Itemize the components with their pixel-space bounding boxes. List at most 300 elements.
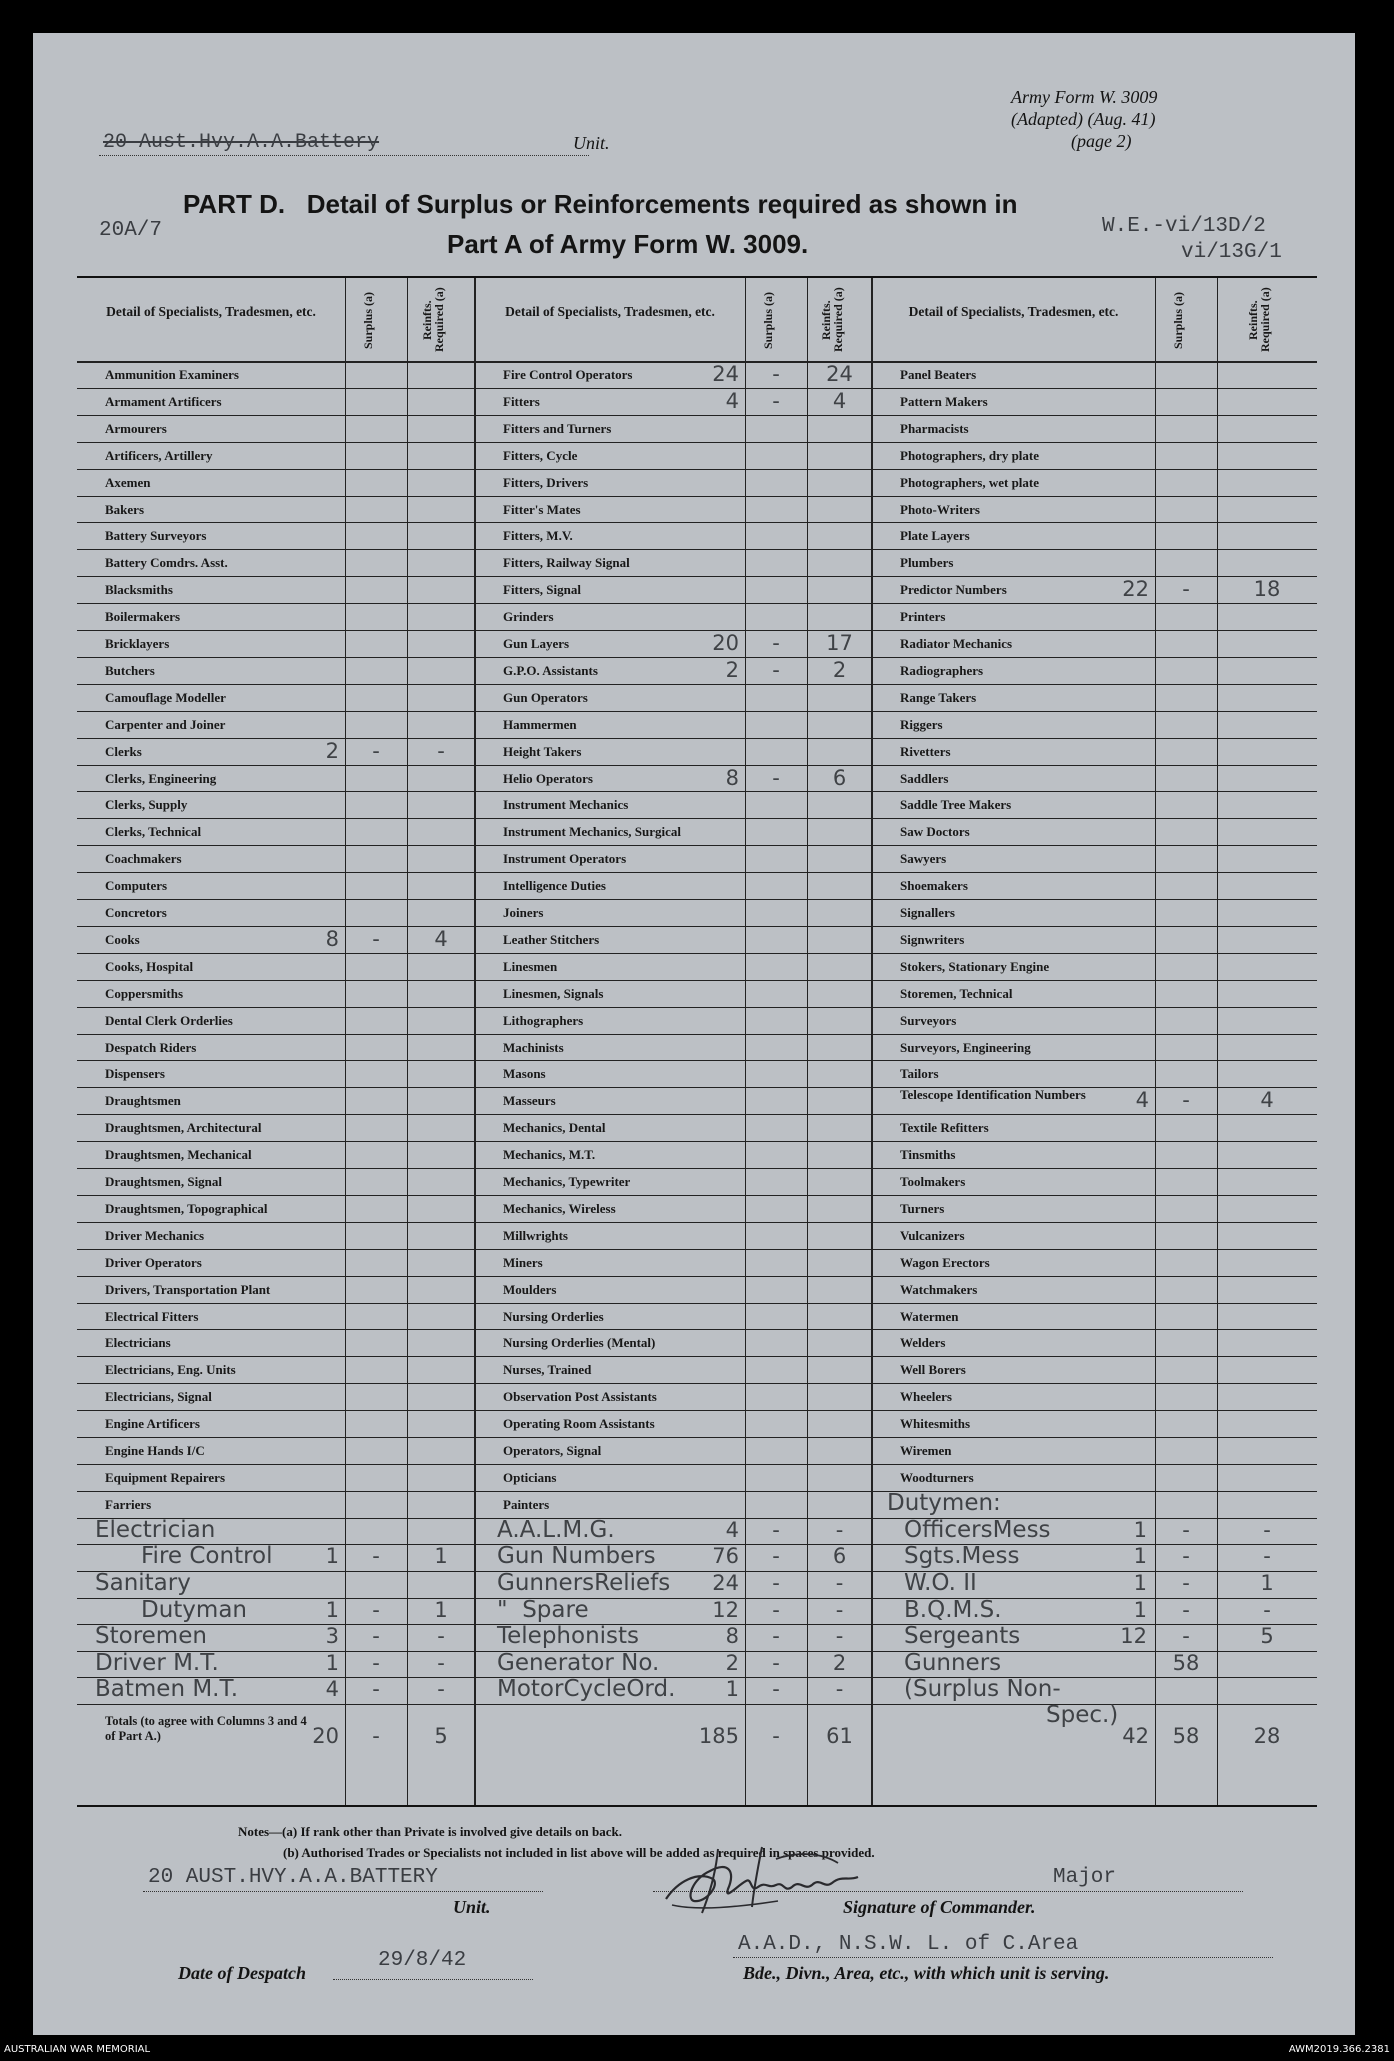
totals-label-col3: Spec.) <box>1046 1701 1119 1728</box>
extra-surplus: - <box>772 1624 780 1649</box>
column-header-reinfts: Reinfts. Required (a) <box>420 287 446 353</box>
row-label: Armament Artificers <box>105 393 222 409</box>
row-rule <box>77 1356 1317 1357</box>
column-header-detail: Detail of Specialists, Tradesmen, etc. <box>505 304 715 319</box>
row-label: Coppersmiths <box>105 985 184 1001</box>
extra-label: GunnersReliefs <box>497 1569 671 1596</box>
row-label: Joiners <box>503 905 544 920</box>
row-reinf: 4 <box>832 388 847 413</box>
extra-entry: 12 <box>1120 1624 1147 1649</box>
column-line <box>345 278 346 1805</box>
row-label: Cooks, Hospital <box>105 958 194 974</box>
row-rule <box>77 791 1317 792</box>
extra-label: Telephonists <box>497 1623 640 1650</box>
extra-surplus: - <box>772 1597 780 1622</box>
unit-label-top: Unit. <box>573 133 610 153</box>
column-header-detail: Detail of Specialists, Tradesmen, etc. <box>908 304 1119 319</box>
column-header-detail: Detail of Specialists, Tradesmen, etc. <box>106 304 316 319</box>
extra-surplus: - <box>1182 1597 1190 1622</box>
row-label: Driver Operators <box>105 1254 202 1270</box>
extra-surplus: - <box>772 1677 780 1702</box>
row-surplus: - <box>772 631 780 655</box>
row-label: Mechanics, Dental <box>503 1120 606 1136</box>
row-label: Gun Operators <box>503 689 588 705</box>
extra-reinf: - <box>437 1624 445 1649</box>
row-label: Whitesmiths <box>900 1416 971 1432</box>
row-label: Nursing Orderlies (Mental) <box>503 1335 656 1351</box>
row-label: Equipment Repairers <box>105 1469 226 1485</box>
row-label: Electricians, Eng. Units <box>105 1362 236 1378</box>
row-label: Photographers, dry plate <box>900 447 1040 463</box>
row-label: Signwriters <box>900 931 965 947</box>
row-label: Electricians <box>105 1335 171 1351</box>
row-label: Draughtsmen, Signal <box>105 1174 223 1189</box>
row-label: Battery Surveyors <box>105 528 207 544</box>
row-reinf: 17 <box>826 631 853 655</box>
row-rule <box>77 1141 1317 1142</box>
row-label: Boilermakers <box>105 609 181 625</box>
row-surplus: - <box>772 388 780 413</box>
row-label: Operators, Signal <box>503 1443 602 1458</box>
part-title-1: PART D. Detail of Surplus or Reinforcements required as shown in <box>183 189 1018 219</box>
extra-surplus: - <box>1182 1517 1190 1542</box>
row-label: Masons <box>503 1066 546 1082</box>
form-sheet <box>33 33 1355 2035</box>
row-entry: 2 <box>725 657 739 682</box>
row-label: Fitters, Signal <box>503 582 581 598</box>
archive-right: AWM2019.366.2381 <box>1288 2044 1390 2055</box>
extra-label: Gunners <box>904 1649 1002 1676</box>
extra-label: (Surplus Non- <box>904 1676 1061 1703</box>
row-rule <box>77 926 1317 927</box>
row-label: Despatch Riders <box>105 1039 197 1055</box>
totals-surplus: - <box>772 1723 780 1748</box>
row-label: Signallers <box>900 905 955 920</box>
archive-footer <box>0 2041 1394 2061</box>
row-rule <box>77 1383 1317 1384</box>
row-surplus: - <box>772 362 780 386</box>
row-label: Storemen, Technical <box>900 985 1013 1001</box>
row-label: Millwrights <box>503 1227 568 1243</box>
row-label: Tinsmiths <box>900 1147 956 1163</box>
row-label: Bricklayers <box>105 636 170 651</box>
extra-surplus: - <box>772 1570 780 1595</box>
row-label: Moulders <box>503 1281 557 1297</box>
row-label: Camouflage Modeller <box>105 689 226 705</box>
row-label: Saddlers <box>900 770 949 786</box>
extra-entry: 24 <box>712 1570 739 1595</box>
extra-surplus: - <box>772 1544 780 1569</box>
row-label: Axemen <box>105 474 151 490</box>
row-entry: 4 <box>1135 1088 1149 1113</box>
row-label: Instrument Mechanics, Surgical <box>503 824 682 840</box>
row-label: Painters <box>503 1496 550 1512</box>
row-label: Lithographers <box>503 1012 584 1028</box>
row-rule <box>77 845 1317 846</box>
note-b: (b) Authorised Trades or Specialists not included in list above will be added as required in spaces provided. <box>283 1845 875 1860</box>
extra-entry: 2 <box>725 1650 739 1675</box>
row-rule <box>77 738 1317 739</box>
row-rule <box>77 953 1317 954</box>
row-label: Plumbers <box>900 555 954 571</box>
unit-line-top <box>99 155 589 156</box>
row-label: Mechanics, Wireless <box>503 1200 616 1216</box>
extra-entry: 76 <box>712 1544 739 1569</box>
row-rule <box>77 1276 1317 1277</box>
date-label: Date of Despatch <box>178 1963 306 1983</box>
row-rule <box>77 415 1317 416</box>
row-rule <box>77 1303 1317 1304</box>
extra-entry: 3 <box>325 1624 339 1649</box>
extra-entry: 1 <box>1133 1544 1147 1569</box>
row-label: Woodturners <box>900 1469 974 1485</box>
row-label: Grinders <box>503 609 554 625</box>
extra-surplus: - <box>1182 1544 1190 1569</box>
row-rule <box>77 549 1317 550</box>
row-label: Cooks <box>105 931 140 947</box>
row-label: Sawyers <box>900 851 947 867</box>
extra-surplus: - <box>772 1650 780 1675</box>
row-rule <box>77 1329 1317 1330</box>
extra-label: MotorCycleOrd. <box>497 1676 676 1703</box>
reference-right-2: vi/13G/1 <box>1181 241 1282 264</box>
row-surplus: - <box>1182 577 1190 602</box>
row-label: Machinists <box>503 1039 564 1055</box>
extra-label: Sergeants <box>904 1623 1021 1650</box>
extra-reinf: 6 <box>832 1544 847 1569</box>
extra-label: Generator No. <box>497 1649 660 1676</box>
totals-entry: 185 <box>698 1723 739 1748</box>
row-reinf: 2 <box>832 657 847 682</box>
extra-surplus: - <box>1182 1570 1190 1595</box>
row-label: Radiographers <box>900 662 984 678</box>
extra-label: Batmen M.T. <box>95 1676 239 1703</box>
rank-value: Major <box>1053 1866 1117 1889</box>
row-rule <box>77 1249 1317 1250</box>
row-label: Fitters, Railway Signal <box>503 555 630 571</box>
extra-entry: 1 <box>1133 1517 1147 1542</box>
extra-reinf: - <box>437 1677 445 1702</box>
row-rule <box>77 603 1317 604</box>
extra-reinf: - <box>835 1677 844 1702</box>
dutymen-header: Dutymen: <box>887 1489 1001 1516</box>
row-rule <box>77 1195 1317 1196</box>
row-rule <box>77 1168 1317 1169</box>
extra-entry: 1 <box>1133 1570 1147 1595</box>
reference-left: 20A/7 <box>99 219 163 242</box>
row-rule <box>77 872 1317 873</box>
extra-surplus: - <box>372 1597 380 1622</box>
extra-entry: 4 <box>725 1517 739 1542</box>
row-label: Stokers, Stationary Engine <box>900 958 1050 974</box>
reference-right-1: W.E.-vi/13D/2 <box>1102 215 1266 238</box>
extra-surplus: 58 <box>1172 1650 1200 1675</box>
extra-reinf: - <box>835 1570 844 1595</box>
row-label: Wagon Erectors <box>900 1254 990 1270</box>
row-rule <box>77 1437 1317 1438</box>
row-label: Saw Doctors <box>900 824 970 840</box>
form-title-1: Army Form W. 3009 <box>1011 87 1158 107</box>
extra-label: Electrician <box>95 1516 216 1543</box>
row-rule <box>77 1007 1317 1008</box>
row-entry: 8 <box>325 926 339 951</box>
row-label: Predictor Numbers <box>900 582 1007 598</box>
archive-left: AUSTRALIAN WAR MEMORIAL <box>4 2044 151 2055</box>
column-header-surplus: Surplus (a) <box>761 291 775 349</box>
row-label: Battery Comdrs. Asst. <box>105 555 228 571</box>
extra-label: Fire Control <box>141 1543 273 1570</box>
row-surplus: - <box>772 765 780 790</box>
column-line <box>407 278 408 1805</box>
row-entry: 22 <box>1122 577 1149 602</box>
row-surplus: - <box>1182 1088 1190 1113</box>
extra-label: A.A.L.M.G. <box>497 1516 615 1543</box>
row-rule <box>77 684 1317 685</box>
row-label: Instrument Operators <box>503 851 627 867</box>
row-label: Watermen <box>900 1308 959 1324</box>
row-label: Linesmen <box>503 958 558 974</box>
extra-entry: 4 <box>325 1677 339 1702</box>
row-label: Operating Room Assistants <box>503 1416 655 1432</box>
row-label: Draughtsmen, Topographical <box>105 1200 268 1216</box>
row-label: G.P.O. Assistants <box>503 662 598 678</box>
row-label: Observation Post Assistants <box>503 1389 657 1405</box>
row-label: Toolmakers <box>900 1174 966 1189</box>
row-label: Butchers <box>105 662 155 678</box>
row-label: Pattern Makers <box>900 393 988 409</box>
date-value: 29/8/42 <box>378 1949 467 1972</box>
row-rule <box>77 711 1317 712</box>
unit-line <box>143 1891 543 1892</box>
extra-reinf: - <box>835 1597 844 1622</box>
row-rule <box>77 496 1317 497</box>
extra-reinf: - <box>1263 1597 1271 1622</box>
row-label: Mechanics, M.T. <box>503 1147 596 1163</box>
date-line <box>333 1979 533 1980</box>
unit-caption: Unit. <box>453 1897 491 1917</box>
row-label: Ammunition Examiners <box>105 367 239 382</box>
row-label: Drivers, Transportation Plant <box>105 1281 271 1297</box>
row-label: Clerks, Supply <box>105 797 188 813</box>
row-label: Electrical Fitters <box>105 1308 199 1324</box>
column-divider <box>474 278 476 1805</box>
row-reinf: 6 <box>832 765 847 790</box>
row-label: Concretors <box>105 905 167 920</box>
row-label: Wheelers <box>900 1389 952 1405</box>
unit-value: 20 AUST.HVY.A.A.BATTERY <box>148 1866 438 1889</box>
row-label: Engine Hands I/C <box>105 1443 205 1458</box>
extra-label: OfficersMess <box>904 1516 1051 1543</box>
row-label: Fitters <box>503 393 540 409</box>
extra-reinf: - <box>835 1517 844 1542</box>
row-label: Coachmakers <box>105 851 182 867</box>
row-label: Leather Stitchers <box>503 931 600 947</box>
formation-value: A.A.D., N.S.W. L. of C.Area <box>738 1933 1079 1956</box>
extra-entry: 12 <box>712 1597 739 1622</box>
extra-label: Dutyman <box>141 1596 247 1623</box>
column-header-reinfts: Reinfts. Required (a) <box>818 287 845 353</box>
row-surplus: - <box>372 926 380 951</box>
row-label: Draughtsmen, Mechanical <box>105 1147 252 1163</box>
row-label: Fitter's Mates <box>503 501 581 517</box>
row-reinf: 4 <box>1260 1088 1274 1113</box>
row-entry: 4 <box>725 388 739 413</box>
row-rule <box>77 1034 1317 1035</box>
extra-surplus: - <box>1182 1624 1190 1649</box>
extra-label: Storemen <box>95 1623 207 1650</box>
extra-entry: 1 <box>325 1597 339 1622</box>
totals-entry: 42 <box>1122 1723 1149 1748</box>
row-label: Artificers, Artillery <box>105 447 213 463</box>
row-label: Hammermen <box>503 716 577 732</box>
row-reinf: 24 <box>826 362 853 386</box>
part-title-2: Part A of Army Form W. 3009. <box>447 229 809 259</box>
extra-reinf: - <box>835 1624 844 1649</box>
row-label: Miners <box>503 1254 543 1270</box>
row-label: Shoemakers <box>900 878 968 894</box>
row-label: Clerks <box>105 743 142 759</box>
row-label: Draughtsmen <box>105 1093 181 1109</box>
row-label: Printers <box>900 609 946 625</box>
row-label: Surveyors, Engineering <box>900 1039 1031 1055</box>
row-label: Nursing Orderlies <box>503 1308 604 1324</box>
row-label: Photographers, wet plate <box>900 474 1040 490</box>
row-label: Photo-Writers <box>900 501 980 517</box>
row-rule <box>77 469 1317 470</box>
row-rule <box>77 1491 1317 1492</box>
extra-surplus: - <box>372 1677 380 1702</box>
row-label: Range Takers <box>900 689 977 705</box>
row-label: Gun Layers <box>503 636 570 651</box>
extra-entry: 8 <box>725 1624 739 1649</box>
extra-reinf: 1 <box>1260 1570 1274 1595</box>
row-label: Draughtsmen, Architectural <box>105 1120 262 1136</box>
row-label: Telescope Identification Numbers <box>900 1087 1086 1103</box>
row-label: Fitters and Turners <box>503 420 612 436</box>
row-label: Riggers <box>900 716 943 732</box>
row-label: Dispensers <box>105 1066 165 1082</box>
row-label: Computers <box>105 878 168 894</box>
column-header-surplus: Surplus (a) <box>1171 291 1185 349</box>
row-label: Nurses, Trained <box>503 1362 592 1378</box>
row-label: Engine Artificers <box>105 1416 200 1432</box>
row-entry: 24 <box>712 362 739 386</box>
row-entry: 20 <box>712 631 739 655</box>
extra-reinf: 1 <box>434 1544 448 1569</box>
totals-reinf: 5 <box>434 1723 448 1748</box>
row-reinf: - <box>437 738 445 763</box>
extra-reinf: - <box>1263 1517 1271 1542</box>
row-rule <box>77 1704 1317 1705</box>
extra-surplus: - <box>772 1517 780 1542</box>
row-label: Welders <box>900 1335 946 1351</box>
form-title-2: (Adapted) (Aug. 41) <box>1011 109 1156 129</box>
extra-reinf: - <box>1263 1544 1271 1569</box>
row-surplus: - <box>372 738 380 763</box>
extra-surplus: - <box>372 1624 380 1649</box>
row-label: Saddle Tree Makers <box>900 797 1012 813</box>
row-label: Plate Layers <box>900 528 970 544</box>
row-rule <box>77 818 1317 819</box>
row-label: Carpenter and Joiner <box>105 716 226 732</box>
extra-label: B.Q.M.S. <box>904 1596 1002 1623</box>
extra-label: Driver M.T. <box>95 1649 219 1676</box>
row-label: Fitters, Drivers <box>503 474 589 490</box>
specialists-table <box>77 276 1317 1807</box>
row-label: Wiremen <box>900 1443 952 1458</box>
row-label: Radiator Mechanics <box>900 636 1013 651</box>
extra-label: Sanitary <box>95 1569 191 1596</box>
row-label: Armourers <box>105 420 167 436</box>
totals-reinf: 61 <box>826 1723 853 1748</box>
row-label: Tailors <box>900 1066 939 1082</box>
row-label: Mechanics, Typewriter <box>503 1174 631 1189</box>
row-label: Linesmen, Signals <box>503 985 604 1001</box>
row-label: Dental Clerk Orderlies <box>105 1012 233 1028</box>
extra-label: Sgts.Mess <box>904 1543 1020 1570</box>
row-rule <box>77 442 1317 443</box>
row-reinf: 4 <box>434 926 448 951</box>
row-label: Clerks, Engineering <box>105 770 217 786</box>
row-label: Helio Operators <box>503 770 593 786</box>
row-label: Height Takers <box>503 743 582 759</box>
row-label: Clerks, Technical <box>105 824 202 840</box>
row-label: Driver Mechanics <box>105 1227 205 1243</box>
formation-line <box>733 1957 1273 1958</box>
formation-caption: Bde., Divn., Area, etc., with which unit is serving. <box>743 1963 1110 1983</box>
column-header-surplus: Surplus (a) <box>361 291 375 349</box>
row-rule <box>77 899 1317 900</box>
row-label: Vulcanizers <box>900 1227 965 1243</box>
totals-surplus: 58 <box>1172 1723 1200 1748</box>
row-rule <box>77 1060 1317 1061</box>
row-label: Pharmacists <box>900 420 969 436</box>
row-rule <box>77 1464 1317 1465</box>
totals-entry: 20 <box>312 1723 339 1748</box>
row-rule <box>77 522 1317 523</box>
unit-typed-top: 20 Aust.Hvy.A.A.Battery <box>103 131 380 154</box>
row-surplus: - <box>772 657 780 682</box>
row-label: Electricians, Signal <box>105 1389 212 1405</box>
row-label: Turners <box>900 1200 945 1216</box>
extra-surplus: - <box>372 1650 380 1675</box>
row-label: Blacksmiths <box>105 582 173 598</box>
row-label: Opticians <box>503 1469 557 1485</box>
extra-entry: 1 <box>1133 1597 1147 1622</box>
extra-label: W.O. II <box>904 1569 977 1596</box>
row-label: Surveyors <box>900 1012 957 1028</box>
extra-reinf: - <box>437 1650 445 1675</box>
extra-label: " Spare <box>497 1596 589 1623</box>
row-rule <box>77 1222 1317 1223</box>
form-title-3: (page 2) <box>1071 131 1132 151</box>
extra-reinf: 5 <box>1260 1624 1274 1649</box>
extra-entry: 1 <box>725 1677 739 1702</box>
row-label: Farriers <box>105 1496 152 1512</box>
row-label: Fitters, M.V. <box>503 528 573 544</box>
totals-reinf: 28 <box>1253 1723 1281 1748</box>
extra-label: Gun Numbers <box>497 1543 656 1570</box>
extra-reinf: 1 <box>434 1597 448 1622</box>
row-rule <box>77 1410 1317 1411</box>
row-label: Masseurs <box>503 1093 556 1109</box>
row-label: Watchmakers <box>900 1281 978 1297</box>
row-reinf: 18 <box>1253 577 1281 602</box>
row-label: Rivetters <box>900 743 951 759</box>
row-label: Fitters, Cycle <box>503 447 578 463</box>
row-label: Textile Refitters <box>900 1120 989 1136</box>
row-entry: 2 <box>325 738 339 763</box>
